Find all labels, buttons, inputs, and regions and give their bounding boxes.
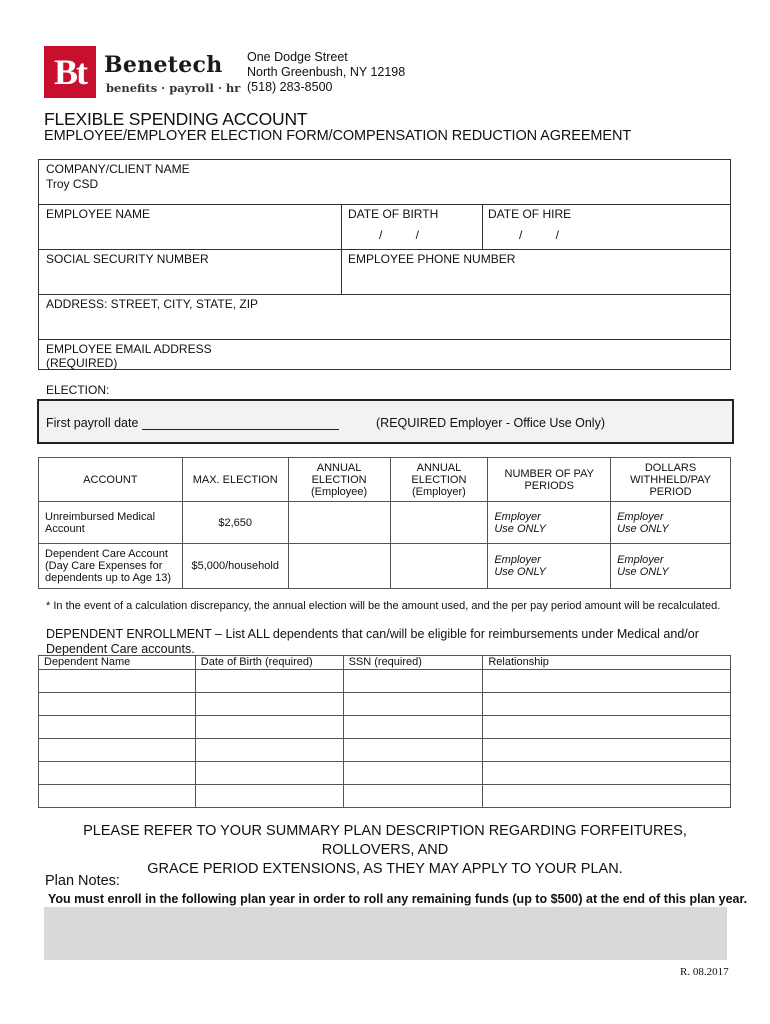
annual-employer-field[interactable] (390, 544, 488, 589)
date-of-hire-label: DATE OF HIRE (488, 207, 572, 221)
annual-employee-field[interactable] (288, 502, 390, 544)
dependent-enrollment-heading: DEPENDENT ENROLLMENT – List ALL dependents that can/will be eligible for reimbursements under Medical and/or Dependent Care accounts. (46, 627, 699, 656)
dependent-dob-cell[interactable] (195, 739, 343, 762)
dependent-dob-cell[interactable] (195, 670, 343, 693)
company-address (247, 50, 405, 95)
first-payroll-date-label: First payroll date (46, 416, 139, 430)
plan-notes-heading: Plan Notes: (45, 873, 120, 889)
account-election-table (38, 457, 731, 589)
header-dependent-ssn: SSN (required) (343, 656, 483, 670)
dependent-name-cell[interactable] (39, 762, 196, 785)
table-row (39, 716, 731, 739)
email-required-note: (REQUIRED) (46, 356, 118, 370)
dependent-ssn-cell[interactable] (343, 785, 483, 808)
dependent-ssn-cell[interactable] (343, 716, 483, 739)
plan-description-notice: PLEASE REFER TO YOUR SUMMARY PLAN DESCRIPTION REGARDING FORFEITURES, ROLLOVERS, AND GRACE PERIOD EXTENSIONS, AS THEY MAY APPLY TO YOUR PLAN. (83, 823, 687, 877)
company-name-value[interactable]: Troy CSD (46, 177, 99, 191)
payroll-date-box (37, 399, 734, 444)
pay-periods-field: Employer Use ONLY (488, 544, 611, 589)
dollars-withheld-field: Employer Use ONLY (611, 544, 731, 589)
header-dependent-dob: Date of Birth (required) (195, 656, 343, 670)
employee-info-section (38, 159, 731, 370)
dependent-table (38, 655, 731, 808)
dependent-ssn-cell[interactable] (343, 670, 483, 693)
date-of-birth-field[interactable]: / / (379, 228, 420, 242)
address-line-2: North Greenbush, NY 12198 (247, 65, 406, 79)
address-line-1: One Dodge Street (247, 50, 348, 64)
dependent-relationship-cell[interactable] (483, 670, 731, 693)
table-header-row (39, 656, 731, 670)
dependent-name-cell[interactable] (39, 785, 196, 808)
table-row (39, 502, 731, 544)
header-dollars-withheld: DOLLARS WITHHELD/PAY PERIOD (611, 458, 731, 502)
email-label: EMPLOYEE EMAIL ADDRESS (46, 342, 212, 356)
phone-label: EMPLOYEE PHONE NUMBER (348, 252, 516, 266)
pay-periods-field: Employer Use ONLY (488, 502, 611, 544)
address-phone: (518) 283-8500 (247, 80, 333, 94)
account-name: Dependent Care Account (Day Care Expenses for dependents up to Age 13) (39, 544, 183, 589)
dollars-withheld-field: Employer Use ONLY (611, 502, 731, 544)
table-row (39, 693, 731, 716)
form-title: FLEXIBLE SPENDING ACCOUNT (44, 109, 308, 129)
header-annual-employee: ANNUAL ELECTION (Employee) (288, 458, 390, 502)
account-name: Unreimbursed Medical Account (39, 502, 183, 544)
revision-code: R. 08.2017 (680, 966, 729, 978)
company-name-label: COMPANY/CLIENT NAME (46, 162, 190, 176)
dependent-ssn-cell[interactable] (343, 762, 483, 785)
dependent-relationship-cell[interactable] (483, 785, 731, 808)
header-max-election: MAX. ELECTION (182, 458, 288, 502)
dependent-name-cell[interactable] (39, 670, 196, 693)
max-election-value: $2,650 (182, 502, 288, 544)
date-of-hire-field[interactable]: / / (519, 228, 560, 242)
dependent-dob-cell[interactable] (195, 762, 343, 785)
date-of-birth-label: DATE OF BIRTH (348, 207, 439, 221)
plan-notes-text: You must enroll in the following plan year in order to roll any remaining funds (up to $500) at the end of this plan year. (48, 892, 748, 906)
dependent-name-cell[interactable] (39, 716, 196, 739)
max-election-value: $5,000/household (182, 544, 288, 589)
plan-notes-area[interactable] (44, 907, 727, 960)
table-row (39, 785, 731, 808)
address-field-label: ADDRESS: STREET, CITY, STATE, ZIP (46, 297, 259, 311)
header-dependent-name: Dependent Name (39, 656, 196, 670)
table-row (39, 544, 731, 589)
form-subtitle: EMPLOYEE/EMPLOYER ELECTION FORM/COMPENSATION REDUCTION AGREEMENT (44, 128, 632, 144)
ssn-label: SOCIAL SECURITY NUMBER (46, 252, 209, 266)
dependent-dob-cell[interactable] (195, 693, 343, 716)
header-pay-periods: NUMBER OF PAY PERIODS (488, 458, 611, 502)
company-logo-name: Benetech (104, 52, 223, 78)
calculation-note: * In the event of a calculation discrepancy, the annual election will be the amount used, and the per pay period amount will be recalculated. (46, 600, 721, 612)
table-row (39, 670, 731, 693)
annual-employer-field[interactable] (390, 502, 488, 544)
dependent-name-cell[interactable] (39, 693, 196, 716)
first-payroll-date-field[interactable] (46, 416, 339, 430)
dependent-relationship-cell[interactable] (483, 693, 731, 716)
dependent-relationship-cell[interactable] (483, 762, 731, 785)
dependent-ssn-cell[interactable] (343, 739, 483, 762)
office-use-note: (REQUIRED Employer - Office Use Only) (376, 416, 605, 430)
annual-employee-field[interactable] (288, 544, 390, 589)
table-header-row (39, 458, 731, 502)
header-account: ACCOUNT (39, 458, 183, 502)
company-tagline: benefits · payroll · hr (106, 81, 241, 95)
dependent-dob-cell[interactable] (195, 716, 343, 739)
dependent-name-cell[interactable] (39, 739, 196, 762)
header-annual-employer: ANNUAL ELECTION (Employer) (390, 458, 488, 502)
header-dependent-relationship: Relationship (483, 656, 731, 670)
benetech-logo-mark: Bt (44, 46, 96, 98)
table-row (39, 762, 731, 785)
election-label: ELECTION: (46, 383, 110, 397)
employee-name-label: EMPLOYEE NAME (46, 207, 151, 221)
dependent-ssn-cell[interactable] (343, 693, 483, 716)
dependent-dob-cell[interactable] (195, 785, 343, 808)
table-row (39, 739, 731, 762)
first-payroll-date-line (142, 418, 339, 430)
dependent-relationship-cell[interactable] (483, 716, 731, 739)
dependent-relationship-cell[interactable] (483, 739, 731, 762)
